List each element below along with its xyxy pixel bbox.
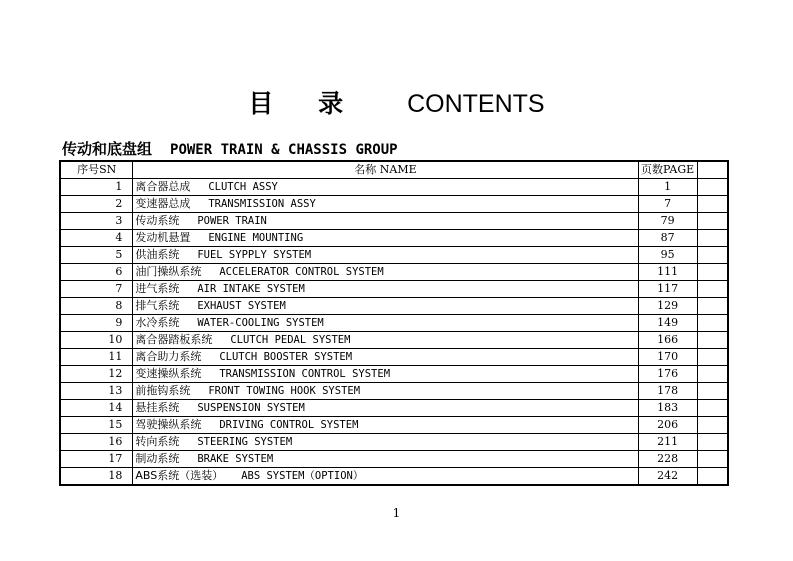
row-blank	[697, 467, 728, 485]
row-name-english: AIR INTAKE SYSTEM	[197, 282, 305, 295]
row-name	[133, 314, 638, 331]
row-page: 111	[638, 263, 697, 280]
row-sn: 1	[60, 178, 133, 195]
header-page: 页数PAGE	[638, 161, 697, 178]
row-page: 183	[638, 399, 697, 416]
table-row	[60, 382, 728, 399]
row-page: 166	[638, 331, 697, 348]
title-chinese: 目 录	[248, 89, 362, 118]
row-sn: 16	[60, 433, 133, 450]
row-name-chinese: 供油系统	[135, 247, 180, 261]
row-name	[133, 195, 638, 212]
row-sn: 13	[60, 382, 133, 399]
row-sn: 7	[60, 280, 133, 297]
row-blank	[697, 416, 728, 433]
row-name-chinese: 变速器总成	[135, 196, 191, 210]
row-name-chinese: 悬挂系统	[135, 400, 180, 414]
row-name-english: TRANSMISSION CONTROL SYSTEM	[219, 367, 391, 380]
row-page: 242	[638, 467, 697, 485]
row-name	[133, 467, 638, 485]
row-sn: 8	[60, 297, 133, 314]
row-sn: 14	[60, 399, 133, 416]
row-blank	[697, 450, 728, 467]
row-name	[133, 433, 638, 450]
group-heading	[62, 138, 398, 159]
contents-table	[59, 160, 729, 486]
table-row	[60, 450, 728, 467]
row-name	[133, 178, 638, 195]
row-page: 211	[638, 433, 697, 450]
group-heading-english: POWER TRAIN & CHASSIS GROUP	[170, 142, 398, 158]
row-name-english: BRAKE SYSTEM	[197, 452, 274, 465]
row-page: 176	[638, 365, 697, 382]
row-name-english: STEERING SYSTEM	[197, 435, 293, 448]
row-name-english: SUSPENSION SYSTEM	[197, 401, 305, 414]
table-row	[60, 195, 728, 212]
row-name	[133, 246, 638, 263]
table-row	[60, 178, 728, 195]
row-name-chinese: ABS系统（选装）	[135, 468, 224, 482]
row-sn: 11	[60, 348, 133, 365]
row-blank	[697, 399, 728, 416]
table-row	[60, 297, 728, 314]
row-name-chinese: 离合器总成	[135, 179, 191, 193]
row-page: 170	[638, 348, 697, 365]
row-name-chinese: 离合器踏板系统	[135, 332, 213, 346]
row-name-chinese: 排气系统	[135, 298, 180, 312]
row-sn: 2	[60, 195, 133, 212]
row-name	[133, 212, 638, 229]
row-name	[133, 450, 638, 467]
row-page: 149	[638, 314, 697, 331]
row-name-english: WATER-COOLING SYSTEM	[197, 316, 324, 329]
row-blank	[697, 229, 728, 246]
row-name-chinese: 进气系统	[135, 281, 180, 295]
row-blank	[697, 314, 728, 331]
table-row	[60, 348, 728, 365]
row-name-english: CLUTCH ASSY	[208, 180, 278, 193]
table-row	[60, 229, 728, 246]
table-row	[60, 280, 728, 297]
row-name-english: ABS SYSTEM（OPTION）	[241, 469, 364, 482]
row-page: 117	[638, 280, 697, 297]
row-name-chinese: 传动系统	[135, 213, 180, 227]
row-name-chinese: 离合助力系统	[135, 349, 202, 363]
row-name-english: POWER TRAIN	[197, 214, 267, 227]
row-sn: 4	[60, 229, 133, 246]
row-blank	[697, 382, 728, 399]
row-name-chinese: 水冷系统	[135, 315, 180, 329]
row-page: 87	[638, 229, 697, 246]
row-page: 79	[638, 212, 697, 229]
row-name	[133, 399, 638, 416]
row-name-english: FRONT TOWING HOOK SYSTEM	[208, 384, 361, 397]
row-blank	[697, 348, 728, 365]
table-row	[60, 433, 728, 450]
row-blank	[697, 280, 728, 297]
header-sn: 序号SN	[60, 161, 133, 178]
row-name-chinese: 驾驶操纵系统	[135, 417, 202, 431]
row-sn: 12	[60, 365, 133, 382]
row-name-chinese: 变速操纵系统	[135, 366, 202, 380]
row-blank	[697, 195, 728, 212]
row-name-english: TRANSMISSION ASSY	[208, 197, 316, 210]
table-row	[60, 467, 728, 485]
row-sn: 5	[60, 246, 133, 263]
row-name-chinese: 制动系统	[135, 451, 180, 465]
row-blank	[697, 433, 728, 450]
row-page: 1	[638, 178, 697, 195]
row-name	[133, 331, 638, 348]
row-blank	[697, 263, 728, 280]
row-blank	[697, 331, 728, 348]
header-name: 名称 NAME	[133, 161, 638, 178]
row-name-english: EXHAUST SYSTEM	[197, 299, 286, 312]
row-name-english: CLUTCH BOOSTER SYSTEM	[219, 350, 353, 363]
row-name	[133, 382, 638, 399]
row-blank	[697, 246, 728, 263]
table-row	[60, 365, 728, 382]
row-name	[133, 348, 638, 365]
row-sn: 10	[60, 331, 133, 348]
row-blank	[697, 212, 728, 229]
row-page: 129	[638, 297, 697, 314]
row-name	[133, 365, 638, 382]
table-row	[60, 399, 728, 416]
row-name	[133, 416, 638, 433]
row-sn: 9	[60, 314, 133, 331]
table-row	[60, 263, 728, 280]
table-row	[60, 331, 728, 348]
row-blank	[697, 178, 728, 195]
row-name	[133, 229, 638, 246]
row-name-english: DRIVING CONTROL SYSTEM	[219, 418, 359, 431]
row-name-chinese: 前拖钩系统	[135, 383, 191, 397]
title-english: CONTENTS	[407, 90, 545, 118]
row-page: 206	[638, 416, 697, 433]
table-row	[60, 416, 728, 433]
row-name-english: FUEL SYPPLY SYSTEM	[197, 248, 312, 261]
page-title	[0, 84, 793, 120]
row-sn: 6	[60, 263, 133, 280]
row-name	[133, 263, 638, 280]
row-name-english: ENGINE MOUNTING	[208, 231, 304, 244]
row-blank	[697, 365, 728, 382]
table-header-row	[60, 161, 728, 178]
row-name	[133, 297, 638, 314]
header-blank	[697, 161, 728, 178]
row-page: 228	[638, 450, 697, 467]
table-row	[60, 212, 728, 229]
table-body	[60, 178, 728, 485]
row-name-chinese: 油门操纵系统	[135, 264, 202, 278]
row-name-chinese: 转向系统	[135, 434, 180, 448]
row-name	[133, 280, 638, 297]
row-sn: 3	[60, 212, 133, 229]
row-page: 95	[638, 246, 697, 263]
row-page: 178	[638, 382, 697, 399]
row-name-chinese: 发动机悬置	[135, 230, 191, 244]
page-number: 1	[392, 506, 401, 520]
row-name-english: ACCELERATOR CONTROL SYSTEM	[219, 265, 384, 278]
row-name-english: CLUTCH PEDAL SYSTEM	[230, 333, 351, 346]
table-row	[60, 314, 728, 331]
row-page: 7	[638, 195, 697, 212]
row-sn: 18	[60, 467, 133, 485]
row-sn: 15	[60, 416, 133, 433]
row-blank	[697, 297, 728, 314]
table-row	[60, 246, 728, 263]
group-heading-chinese: 传动和底盘组	[62, 140, 153, 158]
row-sn: 17	[60, 450, 133, 467]
